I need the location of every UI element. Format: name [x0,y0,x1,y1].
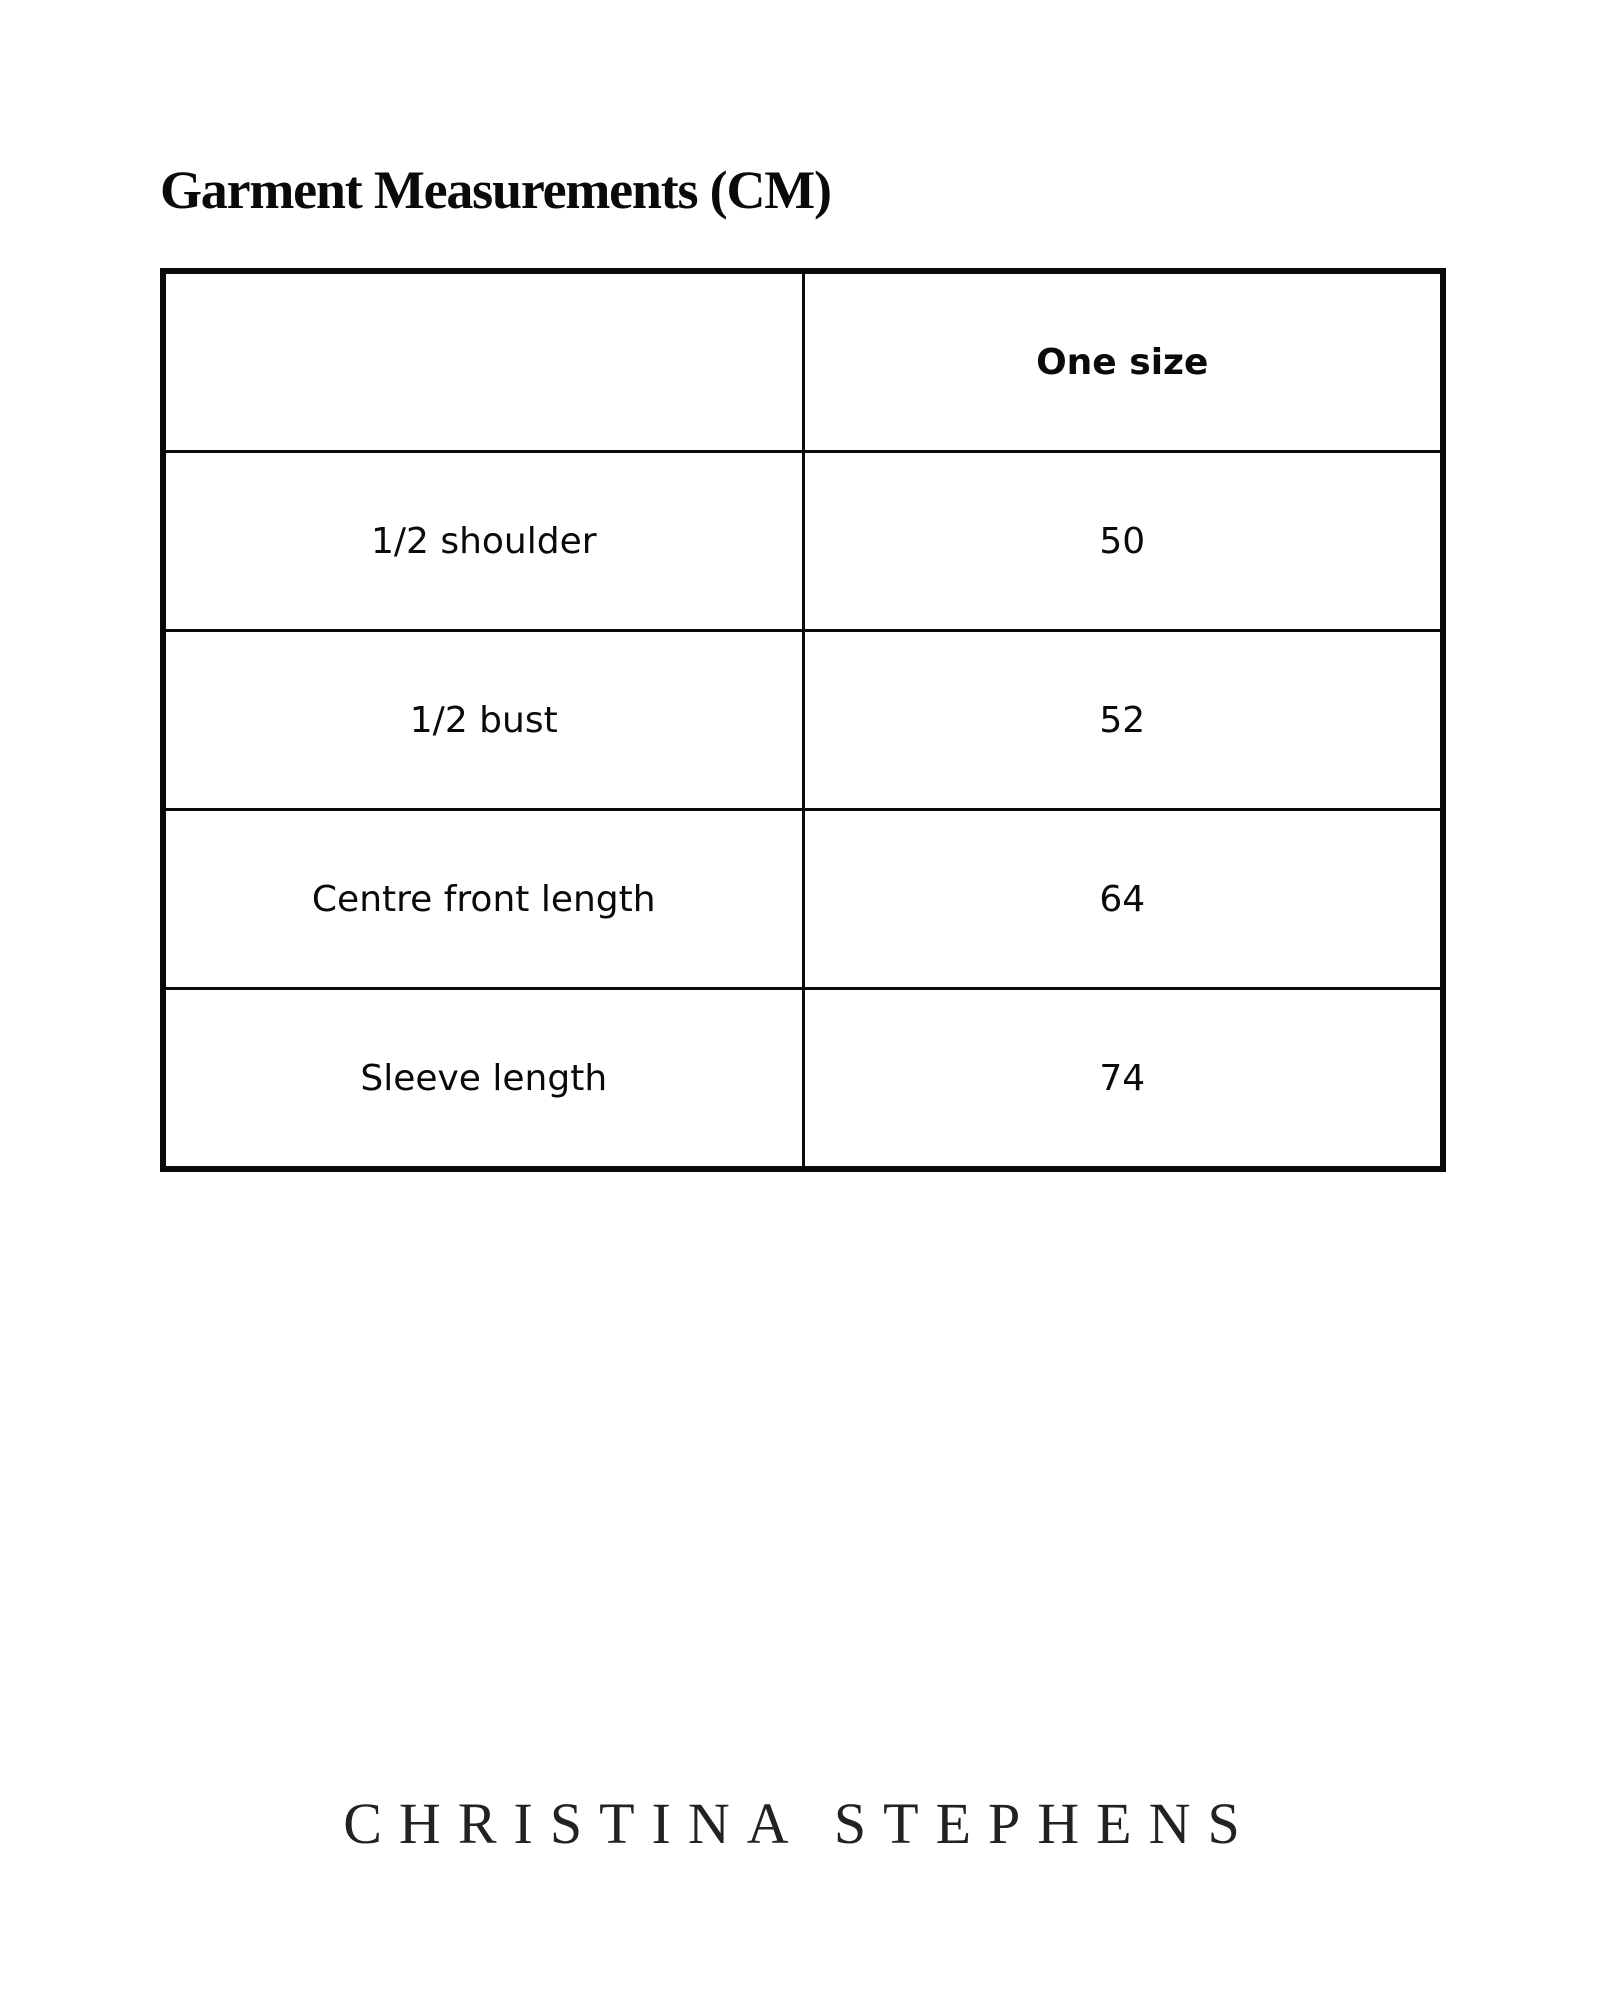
table-row [163,989,1443,1170]
measurement-value: 64 [803,810,1443,989]
table-row [163,631,1443,810]
measurement-label: Centre front length [163,810,803,989]
measurement-label: 1/2 shoulder [163,452,803,631]
page-title: Garment Measurements (CM) [160,160,831,220]
measurement-value: 74 [803,989,1443,1170]
brand-logo-text: CHRISTINA STEPHENS [343,1791,1257,1856]
table-row [163,810,1443,989]
measurement-value: 50 [803,452,1443,631]
table-row [163,452,1443,631]
measurement-label: Sleeve length [163,989,803,1170]
header-cell-measurement [163,271,803,452]
table-header-row [163,271,1443,452]
header-cell-size: One size [803,271,1443,452]
measurement-label: 1/2 bust [163,631,803,810]
measurement-value: 52 [803,631,1443,810]
measurements-table [160,268,1446,1172]
